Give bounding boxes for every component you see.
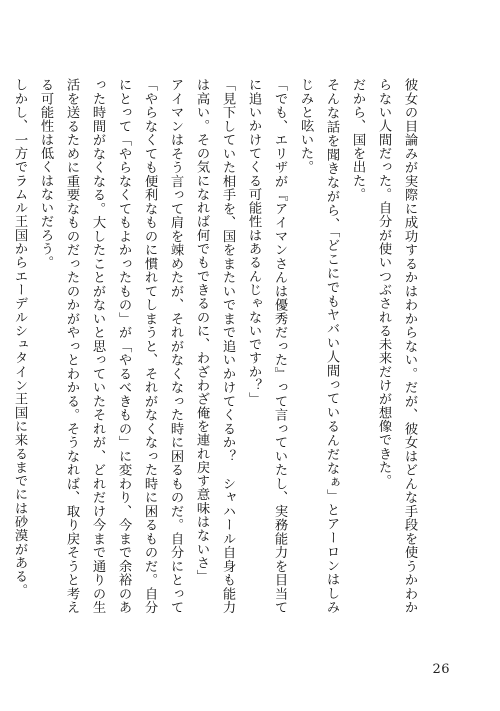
paragraph: だから、国を出た。 xyxy=(350,78,365,201)
paragraph: 「見下していた相手を、国をまたいでまで追いかけてくるか？ シャハール自身も能力は高い。その気になれば何でもできるのに、わざわざ俺を連れ戻す意味はないさ」 xyxy=(194,78,235,614)
body-text xyxy=(12,78,422,614)
page-number: 26 xyxy=(432,662,450,677)
paragraph: 彼女の目論みが実際に成功するかはわからない。だが、彼女はどんな手段を使うかわからない人間だった。自分が使いつぶされる未来だけが想像できた。 xyxy=(376,78,417,614)
paragraph: アイマンはそう言って肩を竦めたが、それがなくなった時に困るものだ。自分にとって「やらなくても便利なものに慣れてしまうと、それがなくなった時に困るものだ。自分にとって「やらなくてもよかったもの」が「やるべきもの」に変わり、今まで余裕のあった時間がなくなる。大したことがないと思っていたそれが、どれだけ今まで通りの生活を送るために重要なものだったのかがやっとわかる。そうなれば、取り戻そうと考える可能性は低くはないだろう。 xyxy=(38,78,183,614)
paragraph: 「でも、エリザが『アイマンさんは優秀だった』って言っていたし、実務能力を目当てに追いかけてくる可能性はあるんじゃないですか？」 xyxy=(246,78,287,614)
paragraph: しかし、一方でラムル王国からエーデルシュタイン王国に来るまでには砂漠がある。 xyxy=(12,78,27,597)
paragraph: そんな話を聞きながら、「どこにでもヤバい人間っているんだなぁ」とアーロンはしみじみと呟いた。 xyxy=(298,78,339,614)
